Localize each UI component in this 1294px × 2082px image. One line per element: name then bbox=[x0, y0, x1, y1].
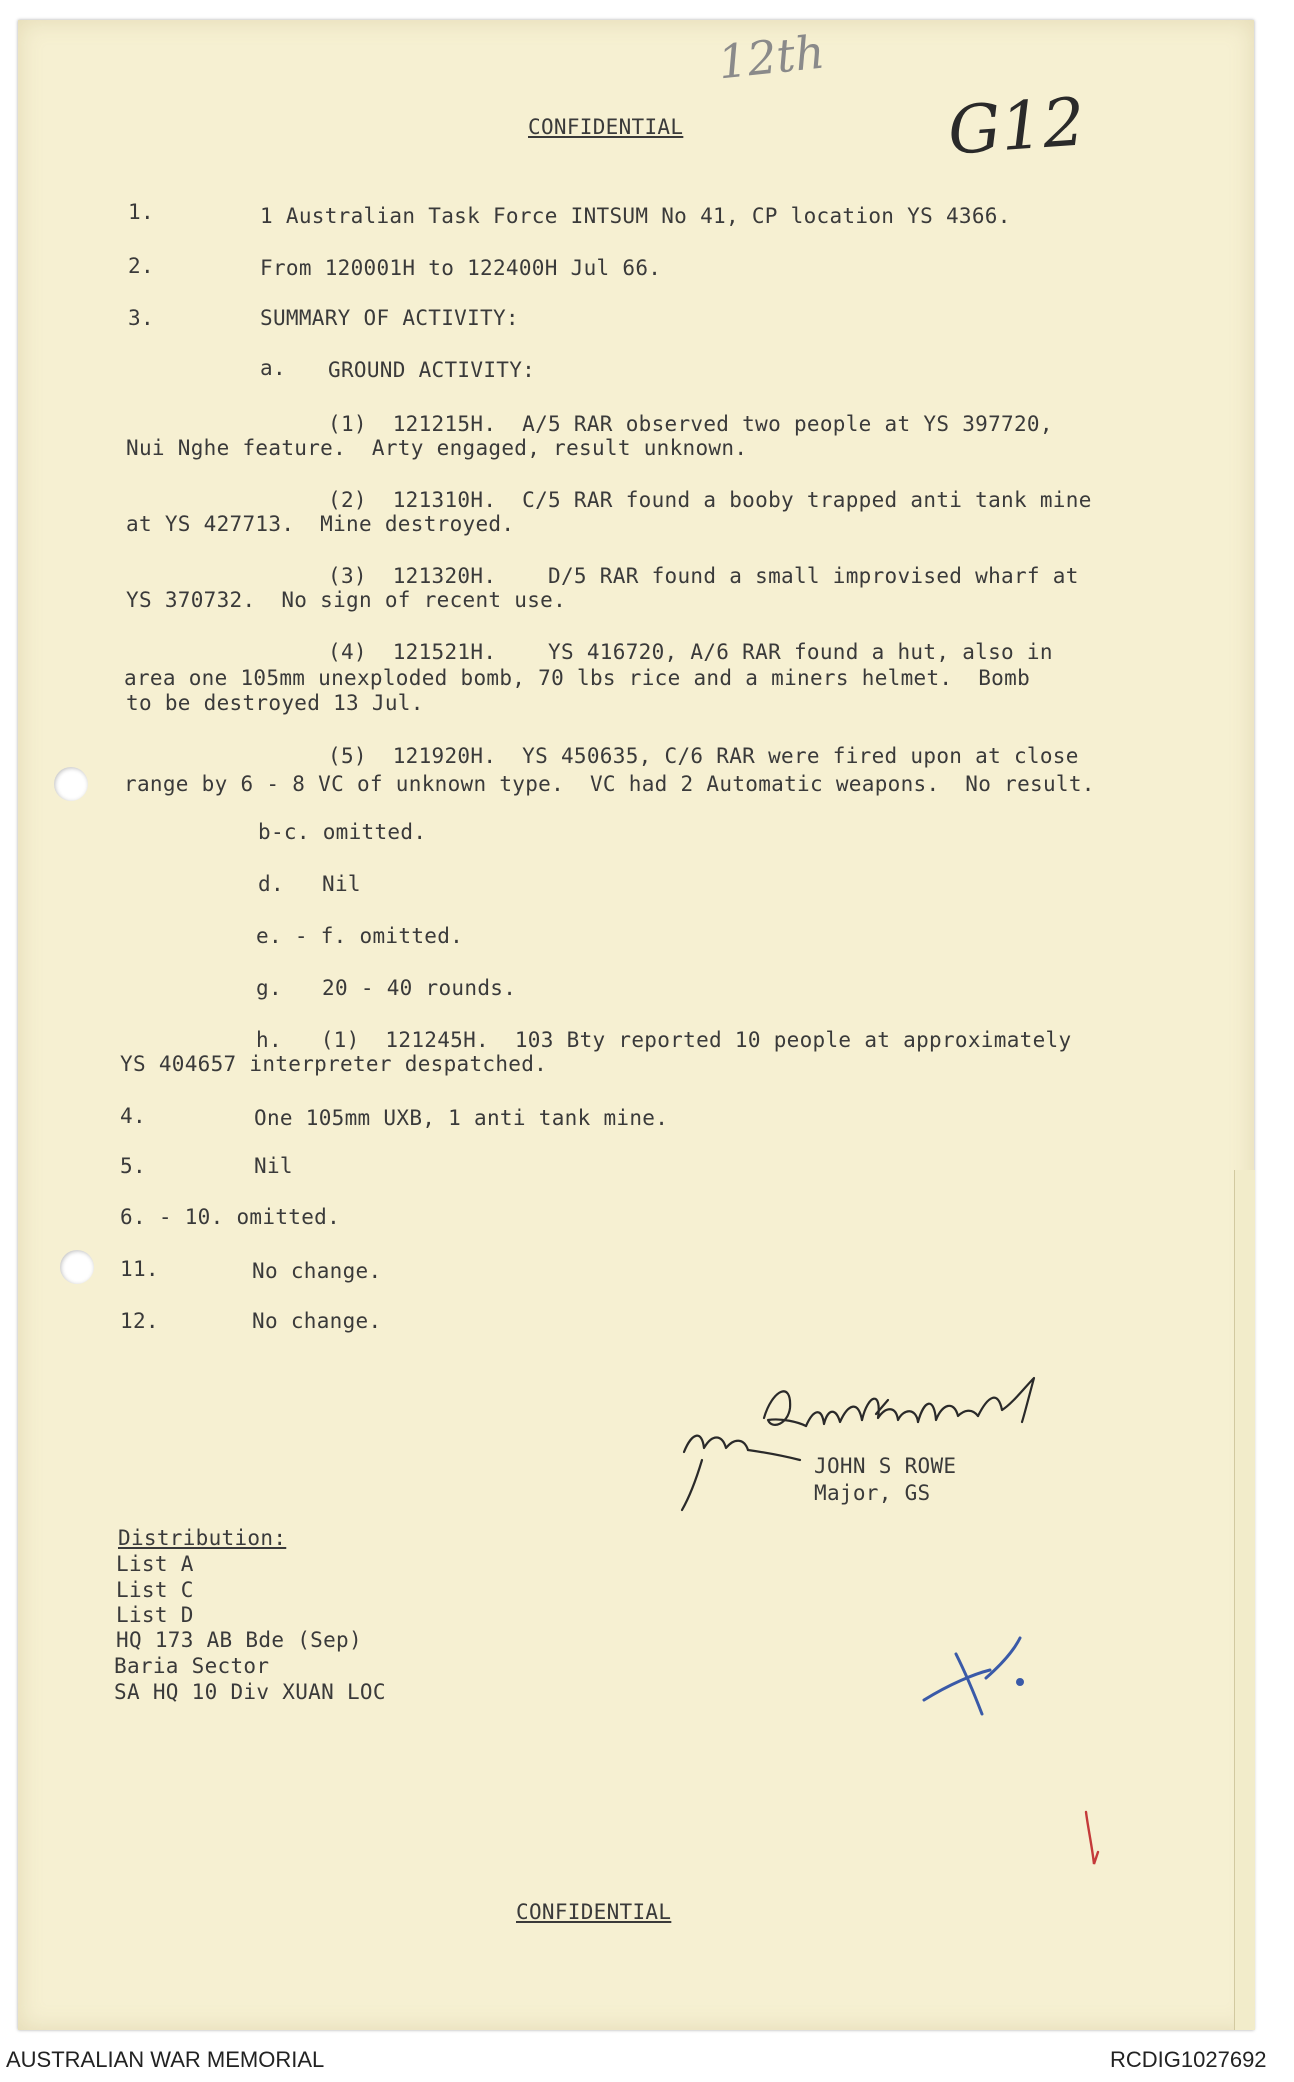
entry-4-line-3: to be destroyed 13 Jul. bbox=[126, 691, 424, 715]
classification-footer: CONFIDENTIAL bbox=[516, 1900, 672, 1924]
entry-2-line-2: at YS 427713. Mine destroyed. bbox=[126, 512, 515, 536]
para-12-number: 12. bbox=[120, 1309, 159, 1333]
para-1-number: 1. bbox=[128, 200, 154, 224]
para-6-10: 6. - 10. omitted. bbox=[120, 1205, 341, 1229]
entry-5-line-1: (5) 121920H. YS 450635, C/6 RAR were fired upon at close bbox=[328, 744, 1079, 768]
punch-hole-bottom bbox=[60, 1250, 94, 1284]
entry-1-line-2: Nui Nghe feature. Arty engaged, result unknown. bbox=[126, 436, 748, 460]
para-3-number: 3. bbox=[128, 306, 154, 330]
subpara-d-label: d. bbox=[258, 872, 284, 896]
signatory-name: JOHN S ROWE bbox=[814, 1454, 957, 1478]
subpara-g-label: g. bbox=[256, 976, 282, 1000]
subpara-a-label: a. bbox=[260, 356, 286, 380]
subpara-e-f: e. - f. omitted. bbox=[256, 924, 464, 948]
subpara-b-c: b-c. omitted. bbox=[258, 820, 427, 844]
red-tick-mark bbox=[1080, 1808, 1104, 1868]
file-reference-mark: G12 bbox=[945, 83, 1088, 170]
subpara-a-heading: GROUND ACTIVITY: bbox=[328, 358, 536, 382]
distribution-heading: Distribution: bbox=[118, 1526, 287, 1550]
entry-1-line-1: (1) 121215H. A/5 RAR observed two people at YS 397720, bbox=[328, 412, 1053, 436]
subpara-g-text: 20 - 40 rounds. bbox=[322, 976, 517, 1000]
punch-hole-top bbox=[54, 767, 88, 801]
para-5-number: 5. bbox=[120, 1154, 146, 1178]
para-11-text: No change. bbox=[252, 1259, 382, 1283]
para-5-text: Nil bbox=[254, 1154, 293, 1178]
entry-2-line-1: (2) 121310H. C/5 RAR found a booby trapped anti tank mine bbox=[328, 488, 1092, 512]
entry-4-line-2: area one 105mm unexploded bomb, 70 lbs rice and a miners helmet. Bomb bbox=[124, 666, 1031, 690]
para-2-text: From 120001H to 122400H Jul 66. bbox=[260, 256, 662, 280]
document-page bbox=[18, 20, 1254, 2030]
distribution-item: Baria Sector bbox=[114, 1654, 270, 1678]
archive-source-label: AUSTRALIAN WAR MEMORIAL bbox=[6, 2047, 325, 2072]
signatory-rank: Major, GS bbox=[814, 1481, 931, 1505]
blue-pen-mark bbox=[920, 1630, 1050, 1720]
distribution-item: HQ 173 AB Bde (Sep) bbox=[116, 1628, 362, 1652]
para-2-number: 2. bbox=[128, 254, 154, 278]
distribution-item: List C bbox=[116, 1578, 194, 1602]
subpara-h-line-2: YS 404657 interpreter despatched. bbox=[120, 1052, 548, 1076]
classification-header: CONFIDENTIAL bbox=[528, 115, 684, 139]
paper-fold-edge bbox=[1234, 1170, 1255, 2030]
distribution-item: List D bbox=[116, 1603, 194, 1627]
subpara-h-line-1: h. (1) 121245H. 103 Bty reported 10 people at approximately bbox=[256, 1028, 1072, 1052]
para-4-text: One 105mm UXB, 1 anti tank mine. bbox=[254, 1106, 669, 1130]
subpara-d-text: Nil bbox=[322, 872, 361, 896]
archive-catalogue-id: RCDIG1027692 bbox=[1110, 2047, 1267, 2072]
distribution-item: SA HQ 10 Div XUAN LOC bbox=[114, 1680, 386, 1704]
entry-4-line-1: (4) 121521H. YS 416720, A/6 RAR found a hut, also in bbox=[328, 640, 1053, 664]
entry-3-line-1: (3) 121320H. D/5 RAR found a small improvised wharf at bbox=[328, 564, 1079, 588]
entry-5-line-2: range by 6 - 8 VC of unknown type. VC had 2 Automatic weapons. No result. bbox=[124, 772, 1095, 796]
para-1-text: 1 Australian Task Force INTSUM No 41, CP location YS 4366. bbox=[260, 204, 1011, 228]
para-12-text: No change. bbox=[252, 1309, 382, 1333]
para-4-number: 4. bbox=[120, 1104, 146, 1128]
distribution-item: List A bbox=[116, 1552, 194, 1576]
para-3-heading: SUMMARY OF ACTIVITY: bbox=[260, 306, 519, 330]
pencil-note-12th: 12th bbox=[715, 24, 828, 90]
para-11-number: 11. bbox=[120, 1257, 159, 1281]
entry-3-line-2: YS 370732. No sign of recent use. bbox=[126, 588, 567, 612]
